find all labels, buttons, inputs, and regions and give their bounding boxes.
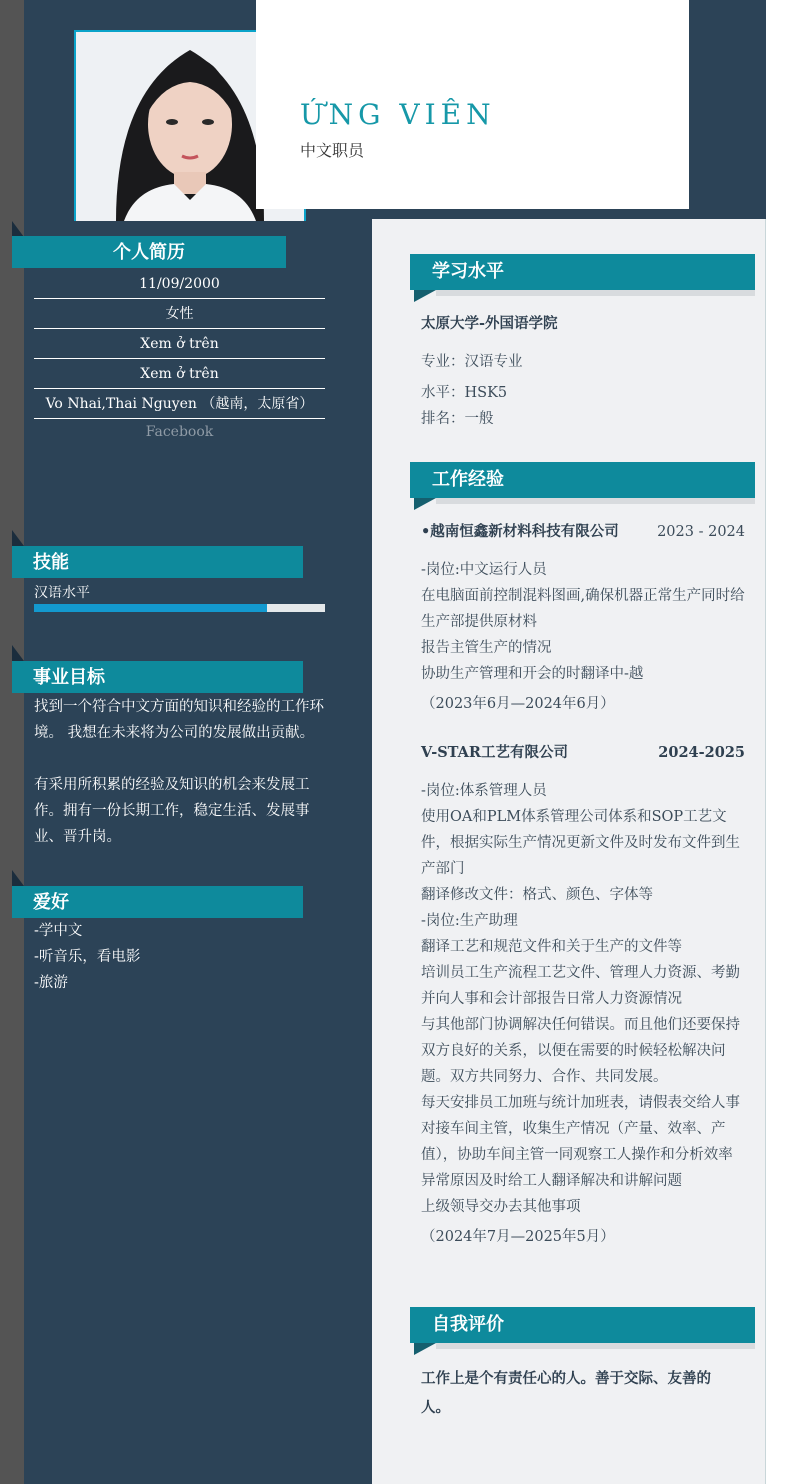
job1-line: 协助生产管理和开会的时翻译中-越	[421, 666, 644, 682]
job2-line: -岗位:生产助理	[421, 913, 518, 929]
job2-company: V-STAR工艺有限公司	[421, 744, 568, 761]
goal-text-2: 有采用所积累的经验及知识的机会来发展工作。拥有一份长期工作，稳定生活、发展事业、晋升岗。	[34, 777, 310, 845]
education-level: 水平：HSK5	[421, 385, 508, 401]
info-email: Xem ở trên	[34, 359, 325, 389]
skill-bar	[34, 604, 325, 612]
skills-section-title: 技能	[12, 546, 303, 578]
job2-header	[421, 740, 745, 766]
job2-period: （2024年7月—2025年5月）	[421, 1229, 615, 1245]
job1-line: 报告主管生产的情况	[421, 640, 552, 656]
job2-line: 对接车间主管，收集生产情况（产量、效率、产值），协助车间主管一同观察工人操作和分析效率异常原因及时给工人翻译解决和讲解问题	[421, 1121, 733, 1189]
page-right-margin	[766, 0, 800, 1484]
job1-header	[421, 519, 745, 545]
section-fold-icon	[414, 1343, 436, 1355]
info-phone: Xem ở trên	[34, 329, 325, 359]
job2-line: 与其他部门协调解决任何错误。而且他们还要保持双方良好的关系，以便在需要的时候轻松解决问题。双方共同努力、合作、共同发展。	[421, 1017, 740, 1085]
goal-text-1: 找到一个符合中文方面的知识和经验的工作环境。 我想在未来将为公司的发展做出贡献。	[34, 699, 324, 741]
skill-bar-fill	[34, 604, 267, 612]
section-corner-icon	[12, 870, 24, 886]
job2-years: 2024-2025	[658, 744, 745, 761]
self-section-title: 自我评价	[410, 1307, 755, 1343]
job1-line: -岗位:中文运行人员	[421, 562, 547, 578]
hobby-item: -听音乐，看电影	[34, 949, 141, 965]
info-birthdate: 11/09/2000	[34, 269, 325, 299]
goal-section-title: 事业目标	[12, 661, 303, 693]
job2-line: -岗位:体系管理人员	[421, 783, 547, 799]
education-section-title: 学习水平	[410, 254, 755, 290]
candidate-name: ỨNG VIÊN	[300, 98, 496, 131]
section-shadow	[436, 1343, 755, 1349]
section-corner-icon	[12, 221, 24, 237]
name-card	[256, 0, 689, 209]
info-gender: 女性	[34, 299, 325, 329]
section-corner-icon	[12, 645, 24, 661]
section-fold-icon	[414, 290, 436, 302]
info-facebook[interactable]: Facebook	[145, 424, 214, 440]
hobbies-section-title: 爱好	[12, 886, 303, 918]
job1-company: •越南恒鑫新材料科技有限公司	[421, 523, 619, 540]
education-rank: 排名：一般	[421, 411, 494, 427]
candidate-role: 中文职员	[300, 141, 365, 160]
job2-line: 上级领导交办去其他事项	[421, 1199, 581, 1215]
job2-line: 培训员工生产流程工艺文件、管理人力资源、考勤并向人事和会计部报告日常人力资源情况	[421, 965, 740, 1007]
personal-section-title: 个人简历	[12, 236, 286, 268]
section-shadow	[436, 498, 755, 504]
job2-line: 使用OA和PLM体系管理公司体系和SOP工艺文件，根据实际生产情况更新文件及时发布文件到生产部门	[421, 809, 740, 877]
section-shadow	[436, 290, 755, 296]
job1-years: 2023 - 2024	[657, 524, 745, 540]
job2-line: 每天安排员工加班与统计加班表，请假表交给人事	[421, 1095, 740, 1111]
education-major: 专业：汉语专业	[421, 354, 523, 370]
work-section-title: 工作经验	[410, 462, 755, 498]
hobby-item: -学中文	[34, 923, 83, 939]
skill-label: 汉语水平	[34, 585, 90, 601]
section-fold-icon	[414, 498, 436, 510]
section-corner-icon	[12, 530, 24, 546]
hobby-item: -旅游	[34, 975, 68, 991]
job2-line: 翻译工艺和规范文件和关于生产的文件等	[421, 939, 682, 955]
job2-duties	[421, 778, 745, 1250]
job1-line: 在电脑面前控制混料图画,确保机器正常生产同时给生产部提供原材料	[421, 588, 745, 630]
self-evaluation-text: 工作上是个有责任心的人。善于交际、友善的人。	[421, 1370, 711, 1416]
job2-line: 翻译修改文件：格式、颜色、字体等	[421, 887, 653, 903]
education-school: 太原大学-外国语学院	[421, 315, 558, 332]
info-address: Vo Nhai,Thai Nguyen （越南，太原省）	[34, 389, 325, 419]
job1-duties	[421, 557, 745, 717]
job1-period: （2023年6月—2024年6月）	[421, 696, 615, 712]
